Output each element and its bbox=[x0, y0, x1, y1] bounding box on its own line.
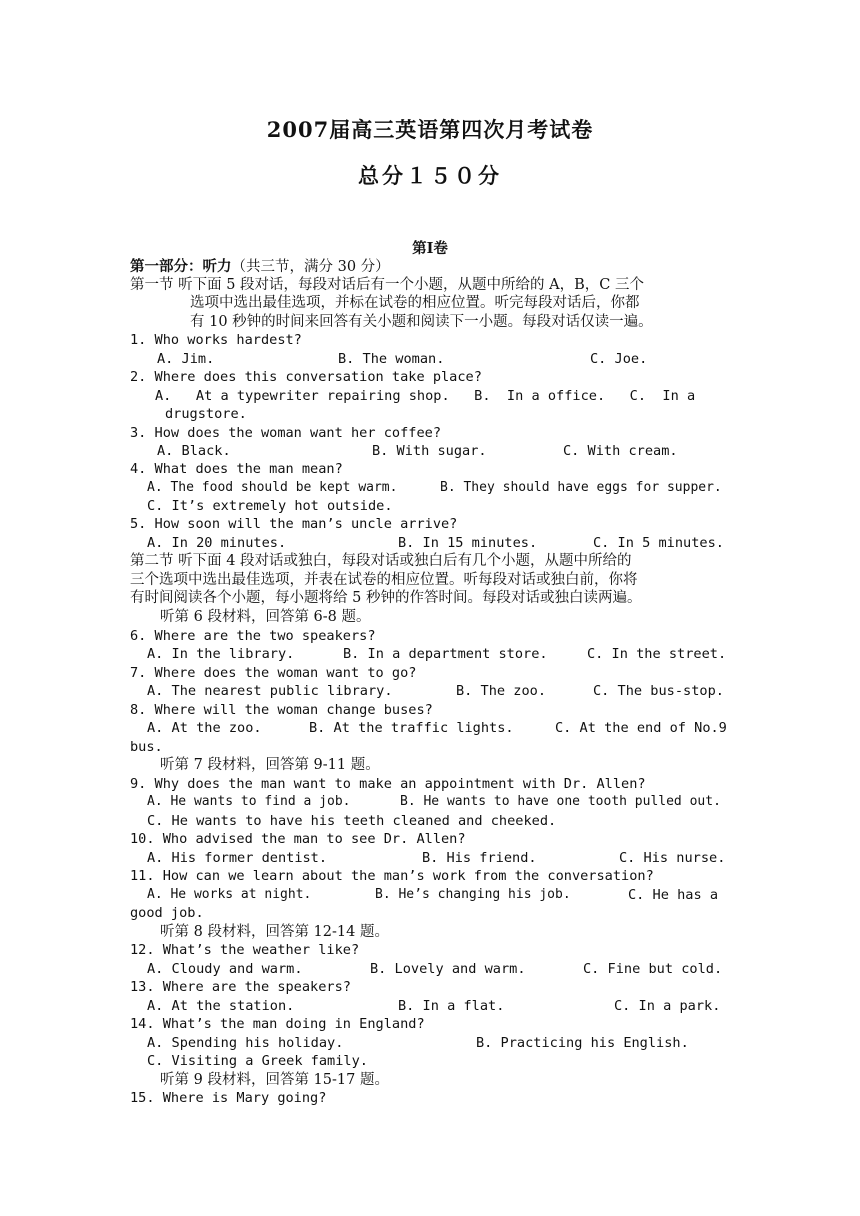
q7-option-c: C. The bus-stop. bbox=[593, 683, 724, 699]
part1-heading bbox=[130, 258, 730, 276]
section2-instruction-line3: 有时间阅读各个小题，每小题将给 5 秒钟的作答时间。每段对话或独白读两遍。 bbox=[130, 590, 642, 606]
q5-option-a: A. In 20 minutes. bbox=[147, 535, 287, 551]
q3-option-b: B. With sugar. bbox=[372, 443, 487, 459]
q4-option-b: B. They should have eggs for supper. bbox=[440, 480, 722, 495]
q1-option-b: B. The woman. bbox=[338, 351, 445, 367]
q14-option-a: A. Spending his holiday. bbox=[147, 1035, 344, 1051]
question-10: 10. Who advised the man to see Dr. Allen? bbox=[130, 831, 466, 847]
q3-option-a: A. Black. bbox=[157, 443, 231, 459]
q4-option-a: A. The food should be kept warm. bbox=[147, 480, 398, 495]
question-13: 13. Where are the speakers? bbox=[130, 979, 351, 995]
total-score: 总分１５０分 bbox=[358, 163, 502, 188]
part1-note: （共三节，满分 30 分） bbox=[231, 259, 390, 275]
question-7: 7. Where does the woman want to go? bbox=[130, 665, 417, 681]
exam-title: 2007届高三英语第四次月考试卷 bbox=[266, 117, 594, 142]
question-9: 9. Why does the man want to make an appointment with Dr. Allen? bbox=[130, 776, 646, 792]
q14-option-b: B. Practicing his English. bbox=[476, 1035, 689, 1051]
q11-option-c-cont: good job. bbox=[130, 905, 204, 921]
question-3: 3. How does the woman want her coffee? bbox=[130, 425, 441, 441]
q6-option-a: A. In the library. bbox=[147, 646, 295, 662]
section1-instruction-line1: 第一节 听下面 5 段对话，每段对话后有一个小题，从题中所给的 A，B，C 三个 bbox=[130, 277, 644, 293]
question-2: 2. Where does this conversation take place? bbox=[130, 369, 482, 385]
q12-option-b: B. Lovely and warm. bbox=[370, 961, 526, 977]
material-9-heading: 听第 9 段材料，回答第 15-17 题。 bbox=[160, 1072, 389, 1088]
q3-option-c: C. With cream. bbox=[563, 443, 678, 459]
part1-title: 第一部分：听力 bbox=[130, 258, 232, 275]
q6-option-b: B. In a department store. bbox=[343, 646, 548, 662]
material-6-heading: 听第 6 段材料，回答第 6-8 题。 bbox=[160, 609, 371, 625]
material-8-heading: 听第 8 段材料，回答第 12-14 题。 bbox=[160, 924, 389, 940]
q6-option-c: C. In the street. bbox=[587, 646, 727, 662]
q5-option-c: C. In 5 minutes. bbox=[593, 535, 724, 551]
question-4: 4. What does the man mean? bbox=[130, 461, 343, 477]
q12-option-c: C. Fine but cold. bbox=[583, 961, 723, 977]
question-11: 11. How can we learn about the man’s work from the conversation? bbox=[130, 868, 654, 884]
question-5: 5. How soon will the man’s uncle arrive? bbox=[130, 516, 458, 532]
q1-option-a: A. Jim. bbox=[157, 351, 215, 367]
q5-option-b: B. In 15 minutes. bbox=[398, 535, 538, 551]
q10-option-c: C. His nurse. bbox=[619, 850, 726, 866]
question-14: 14. What’s the man doing in England? bbox=[130, 1016, 425, 1032]
section1-instruction-line3: 有 10 秒钟的时间来回答有关小题和阅读下一小题。每段对话仅读一遍。 bbox=[190, 314, 653, 330]
question-1: 1. Who works hardest? bbox=[130, 332, 302, 348]
question-8: 8. Where will the woman change buses? bbox=[130, 702, 433, 718]
q13-option-b: B. In a flat. bbox=[398, 998, 505, 1014]
q9-option-a: A. He wants to find a job. bbox=[147, 794, 351, 809]
q9-option-c: C. He wants to have his teeth cleaned and cheeked. bbox=[147, 813, 557, 829]
q7-option-a: A. The nearest public library. bbox=[147, 683, 393, 699]
question-15: 15. Where is Mary going? bbox=[130, 1090, 327, 1106]
q11-option-b: B. He’s changing his job. bbox=[375, 887, 571, 902]
section2-instruction-line1: 第二节 听下面 4 段对话或独白，每段对话或独白后有几个小题，从题中所给的 bbox=[130, 553, 632, 569]
material-7-heading: 听第 7 段材料，回答第 9-11 题。 bbox=[160, 757, 380, 773]
q11-option-c: C. He has a bbox=[628, 887, 719, 903]
question-6: 6. Where are the two speakers? bbox=[130, 628, 376, 644]
q1-option-c: C. Joe. bbox=[590, 351, 648, 367]
q8-option-c-cont: bus. bbox=[130, 739, 163, 755]
q8-option-c: C. At the end of No.9 bbox=[555, 720, 727, 736]
q9-option-b: B. He wants to have one tooth pulled out. bbox=[400, 794, 721, 809]
volume-heading: 第Ⅰ卷 bbox=[412, 240, 448, 257]
q11-option-a: A. He works at night. bbox=[147, 887, 312, 902]
section1-instruction-line2: 选项中选出最佳选项，并标在试卷的相应位置。听完每段对话后，你都 bbox=[190, 295, 640, 311]
q13-option-c: C. In a park. bbox=[614, 998, 721, 1014]
q8-option-b: B. At the traffic lights. bbox=[309, 720, 514, 736]
q10-option-a: A. His former dentist. bbox=[147, 850, 328, 866]
q4-option-c: C. It’s extremely hot outside. bbox=[147, 498, 393, 514]
q10-option-b: B. His friend. bbox=[422, 850, 537, 866]
q2-option-c-cont: drugstore. bbox=[165, 406, 247, 422]
q14-option-c: C. Visiting a Greek family. bbox=[147, 1053, 368, 1069]
section2-instruction-line2: 三个选项中选出最佳选项，并表在试卷的相应位置。听每段对话或独白前，你将 bbox=[130, 572, 638, 588]
q13-option-a: A. At the station. bbox=[147, 998, 295, 1014]
q7-option-b: B. The zoo. bbox=[456, 683, 547, 699]
q12-option-a: A. Cloudy and warm. bbox=[147, 961, 303, 977]
q2-options: A. At a typewriter repairing shop. B. In a office. C. In a bbox=[155, 388, 696, 404]
q8-option-a: A. At the zoo. bbox=[147, 720, 262, 736]
question-12: 12. What’s the weather like? bbox=[130, 942, 360, 958]
